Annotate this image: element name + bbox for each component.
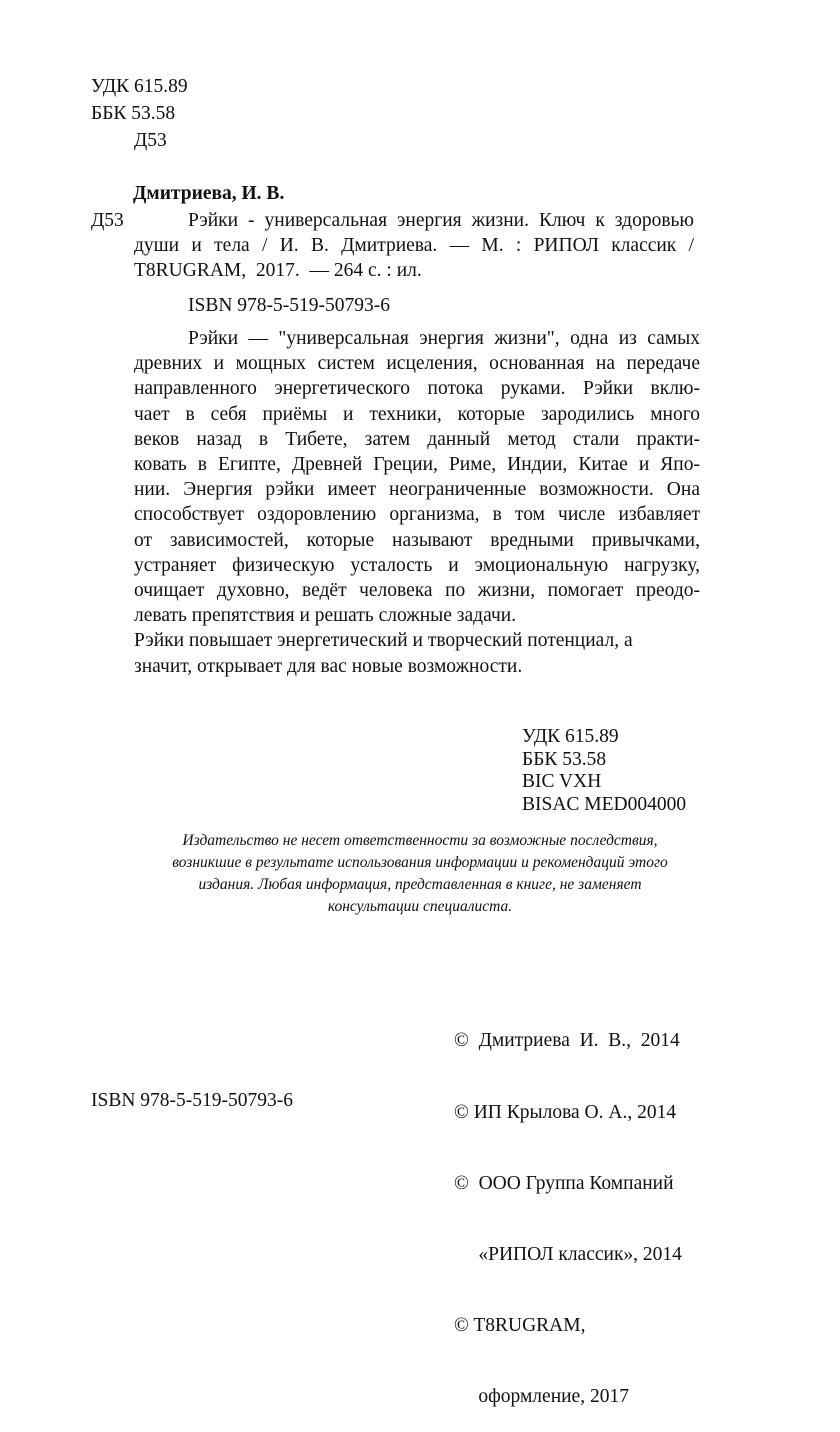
annotation — [134, 326, 700, 679]
entry-author: Дмитриева, И. В. — [133, 183, 285, 204]
class-udk: УДК 615.89 — [522, 726, 619, 747]
classification-block — [522, 726, 686, 816]
top-codes — [91, 74, 188, 153]
annotation-line: от зависимостей, которые называют вредными привычками, — [134, 529, 700, 551]
entry-mark: Д53 — [91, 210, 124, 231]
disclaimer-line: консультации специалиста. — [327, 898, 513, 915]
annotation-line: Рэйки — "универсальная энергия жизни", одна из самых — [188, 328, 700, 349]
entry-title-line: T8RUGRAM, 2017. — 264 с. : ил. — [134, 260, 422, 281]
annotation-line: левать препятствия и решать сложные задачи. — [134, 605, 517, 627]
annotation-line: очищает духовно, ведёт человека по жизни, помогает преодо- — [134, 580, 700, 602]
top-author-mark: Д53 — [134, 130, 167, 151]
disclaimer-line: возникшие в результате использования информации и рекомендаций этого — [172, 854, 668, 871]
top-udk: УДК 615.89 — [91, 76, 188, 97]
copyright-line: © ИП Крылова О. А., 2014 — [454, 1101, 677, 1123]
entry-title-line: Рэйки - универсальная энергия жизни. Ключ к здоровью — [188, 210, 694, 231]
bottom-isbn: ISBN 978-5-519-50793-6 — [91, 1090, 294, 1111]
entry-title-line: души и тела / И. В. Дмитриева. — М. : РИПОЛ классик / — [134, 235, 694, 256]
copyright-line: «РИПОЛ классик», 2014 — [454, 1243, 682, 1265]
disclaimer-line: Издательство не несет ответственности за возможные последствия, — [182, 832, 658, 849]
annotation-line: нии. Энергия рэйки имеет неограниченные возможности. Она — [134, 479, 700, 501]
annotation-line: способствует оздоровлению организма, в том числе избавляет — [134, 504, 700, 526]
annotation-line: направленного энергетического потока руками. Рэйки вклю- — [134, 378, 700, 400]
annotation-line: веков назад в Тибете, затем данный метод стали практи- — [134, 428, 700, 450]
class-bisac: BISAC MED004000 — [522, 793, 687, 815]
disclaimer — [120, 830, 720, 918]
copyright-line: оформление, 2017 — [454, 1385, 629, 1407]
copyright-line: © Дмитриева И. В., 2014 — [454, 1030, 680, 1052]
copyright-block — [454, 982, 682, 1432]
class-bbk: ББК 53.58 — [522, 748, 607, 770]
copyright-line: © T8RUGRAM, — [454, 1314, 586, 1336]
top-bbk: ББК 53.58 — [91, 103, 176, 124]
annotation-line: чает в себя приёмы и техники, которые зародились много — [134, 403, 700, 425]
disclaimer-line: издания. Любая информация, представленная в книге, не заменяет — [198, 876, 642, 893]
annotation-line: устраняет физическую усталость и эмоциональную нагрузку, — [134, 554, 700, 576]
annotation-line: древних и мощных систем исцеления, основанная на передаче — [134, 353, 700, 375]
class-bic: BIC VXH — [522, 771, 602, 792]
entry-isbn: ISBN 978-5-519-50793-6 — [188, 295, 391, 316]
annotation-closing-line: Рэйки повышает энергетический и творческий потенциал, а — [134, 630, 633, 652]
annotation-line: ковать в Египте, Древней Греции, Риме, Индии, Китае и Япо- — [134, 454, 700, 476]
copyright-line: © ООО Группа Компаний — [454, 1172, 674, 1194]
entry-title — [134, 208, 694, 283]
annotation-closing-line: значит, открывает для вас новые возможности. — [134, 655, 523, 677]
